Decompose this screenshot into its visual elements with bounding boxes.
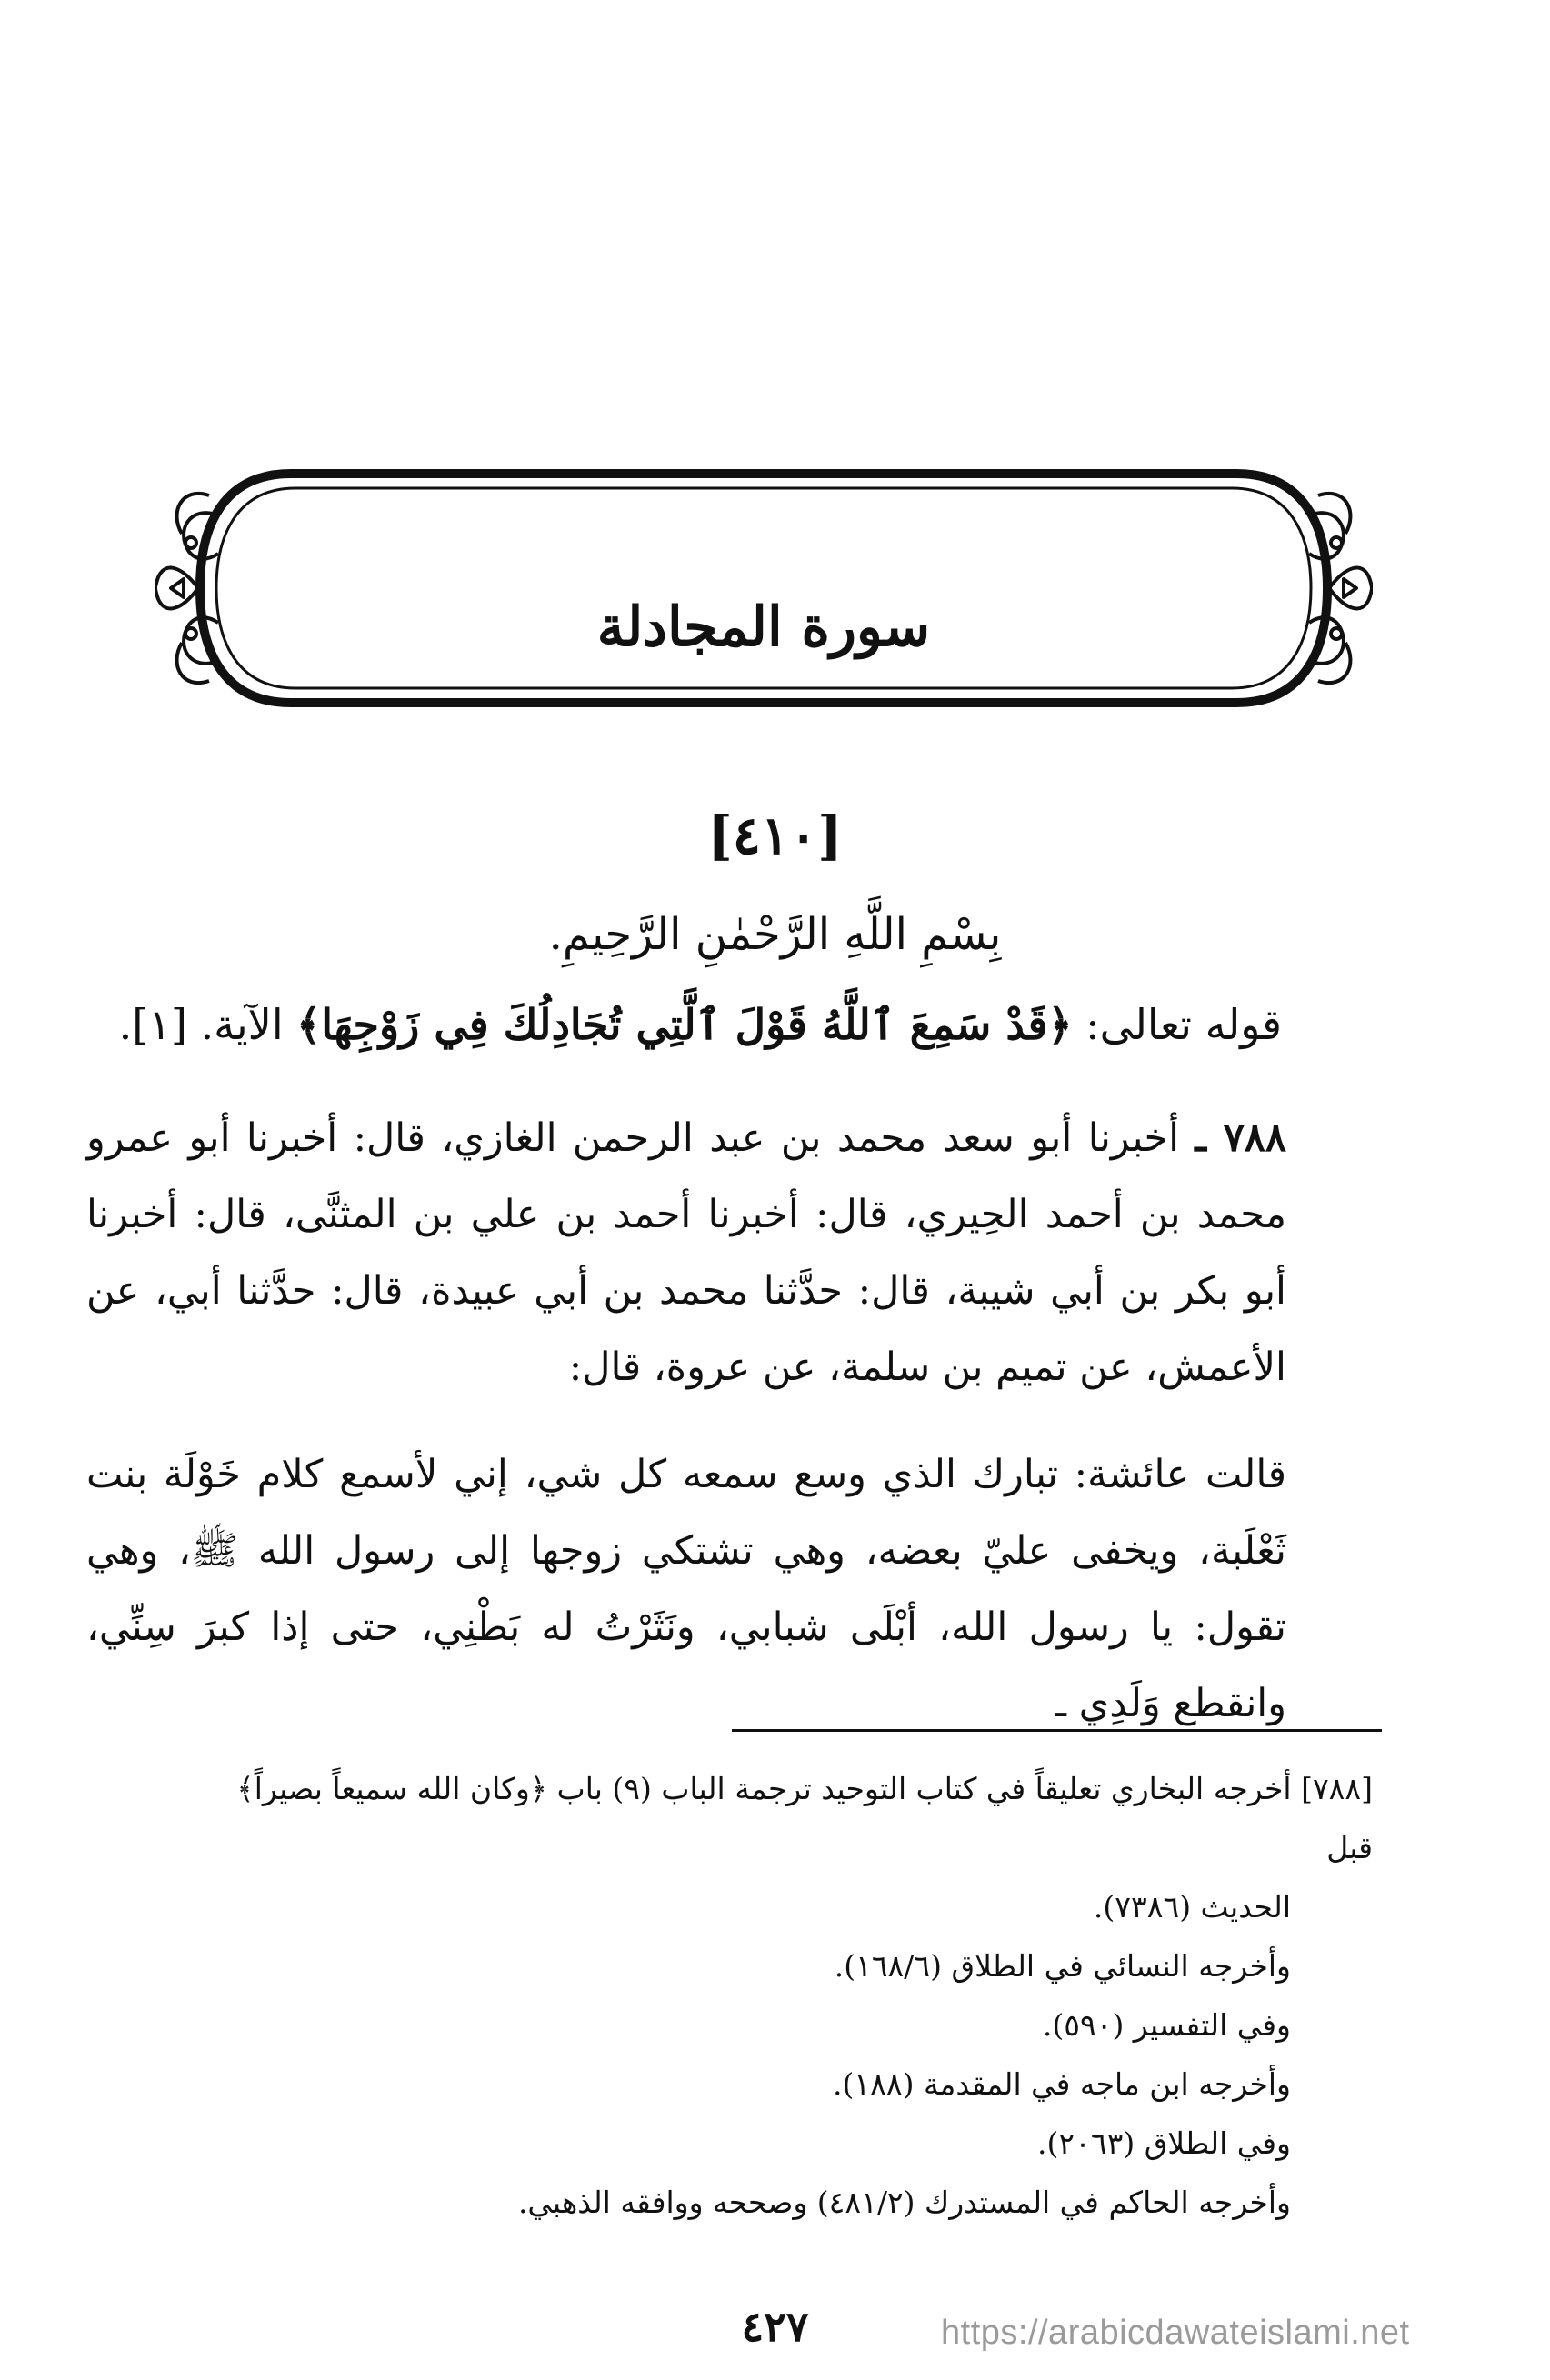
section-number: [٤١٠] xyxy=(707,805,843,866)
footnote-line: [٧٨٨] أخرجه البخاري تعليقاً في كتاب التوحيد ترجمة الباب (٩) باب ﴿وكان الله سميعاً بصيراً﴾ قبل xyxy=(236,1771,1373,1865)
footnotes xyxy=(191,1759,1373,2232)
hadith-text-paragraph: قالت عائشة: تبارك الذي وسع سمعه كل شي، إني لأسمع كلام خَوْلَة بنت ثَعْلَبة، ويخفى عليّ بعضه، وهي تشتكي زوجها إلى رسول الله ﷺ، وهي تقول: يا رسول الله، أبْلَى شبابي، ونَثَرْتُ له بَطْنِي، حتى إذا كبرَ سِنِّي، وانقطع وَلَدِي ـ xyxy=(86,1452,1286,1726)
verse-quote: ﴿قَدْ سَمِعَ ٱللَّهُ قَوْلَ ٱلَّتِي تُجَادِلُكَ فِي زَوْجِهَا﴾ xyxy=(296,1000,1073,1049)
footnote-line: وأخرجه الحاكم في المستدرك (٤٨١/٢) وصححه ووافقه الذهبي. xyxy=(517,2185,1291,2220)
footnote-line: وأخرجه ابن ماجه في المقدمة (١٨٨). xyxy=(833,2066,1291,2102)
verse-prefix: قوله تعالى: xyxy=(1085,1000,1282,1049)
hadith-chain-paragraph xyxy=(86,1100,1286,1405)
ornament-border xyxy=(155,459,1373,718)
hadith-chain-text: أخبرنا أبو سعد محمد بن عبد الرحمن الغازي، قال: أخبرنا أبو عمرو محمد بن أحمد الحِيري، قال: أخبرنا أحمد بن علي بن المثنَّى، قال: أخبرنا أبو بكر بن أبي شيبة، قال: حدَّثنا محمد بن أبي عبيدة، قال: حدَّثنا أبي، عن الأعمش، عن تميم بن سلمة، عن عروة، قال: xyxy=(86,1115,1286,1390)
watermark-url: https://arabicdawateislami.net xyxy=(941,2314,1410,2352)
basmala: بِسْمِ اللَّهِ الرَّحْمٰنِ الرَّحِيمِ. xyxy=(548,909,1002,960)
page-number: ٤٢٧ xyxy=(741,2302,809,2351)
footnote-line: الحديث (٧٣٨٦). xyxy=(1093,1889,1291,1925)
footnote-line: وفي التفسير (٥٩٠). xyxy=(1042,2007,1291,2043)
hadith-number: ٧٨٨ ـ xyxy=(1195,1115,1286,1161)
footnote-line: وأخرجه النسائي في الطلاق (١٦٨/٦). xyxy=(834,1948,1291,1984)
footnote-line: وفي الطلاق (٢٠٦٣). xyxy=(1037,2125,1291,2161)
footnote-divider xyxy=(732,1729,1382,1732)
title-ornament-frame xyxy=(155,459,1373,718)
verse-suffix: الآية. [١]. xyxy=(118,1000,284,1049)
verse-line xyxy=(91,1000,1282,1049)
surah-title: سورة المجادلة xyxy=(596,595,931,659)
